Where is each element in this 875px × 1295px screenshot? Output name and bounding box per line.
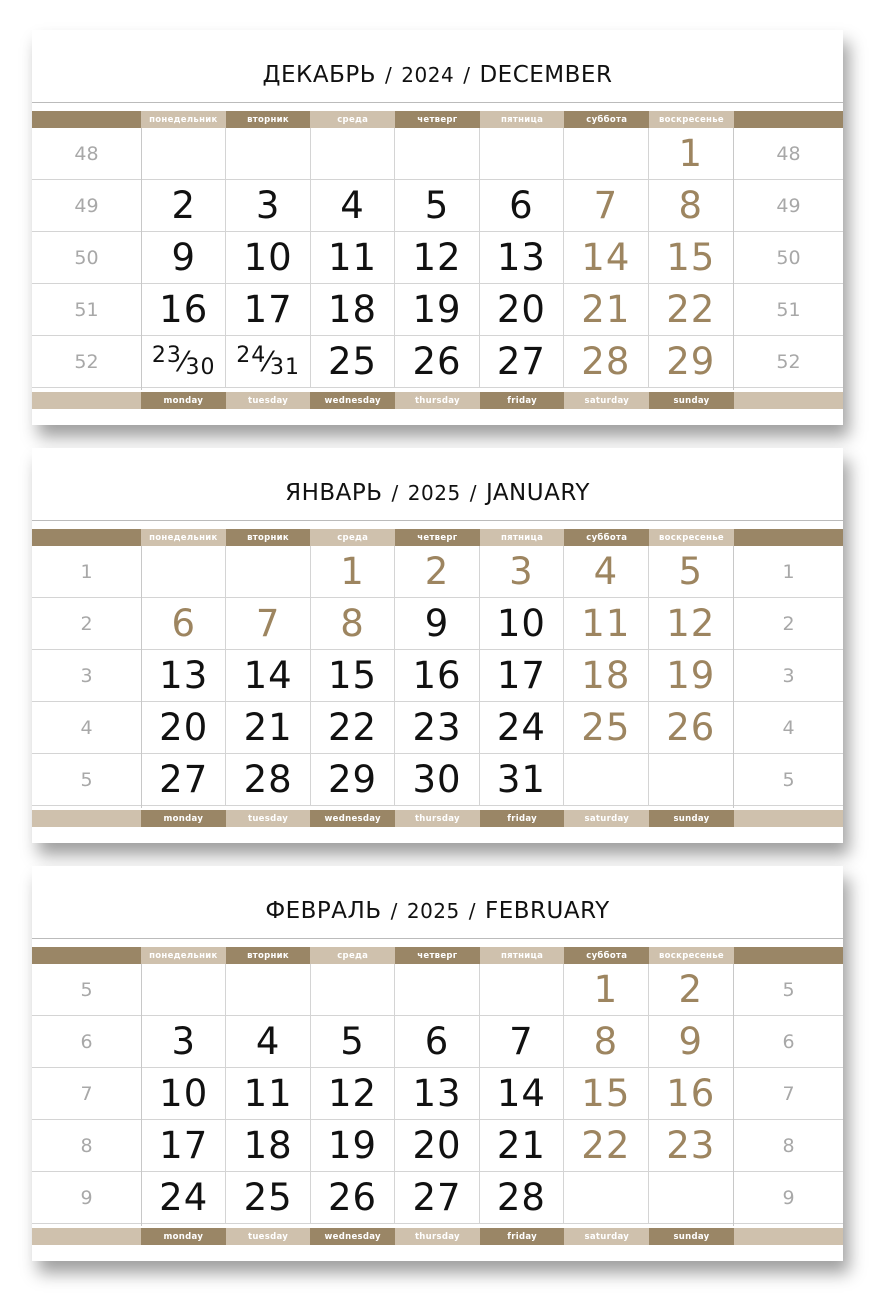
day-cell[interactable]: 12 <box>311 1068 395 1120</box>
day-cell[interactable]: 16 <box>649 1068 733 1120</box>
day-cell <box>226 964 310 1016</box>
week-number: 48 <box>32 128 141 180</box>
weekday-label-ru: воскресенье <box>649 111 734 128</box>
weekday-header-ru <box>32 111 843 128</box>
week-number: 48 <box>734 128 843 180</box>
day-cell <box>480 128 564 180</box>
day-cell[interactable]: 10 <box>226 232 310 284</box>
separator: / <box>468 899 477 923</box>
weekday-header-ru <box>32 529 843 546</box>
week-number: 3 <box>734 650 843 702</box>
day-cell[interactable]: 21 <box>226 702 310 754</box>
band-spacer <box>32 810 141 827</box>
day-cell[interactable]: 31 <box>480 754 564 806</box>
day-cell <box>564 754 648 806</box>
weekday-label-en: sunday <box>649 1228 734 1245</box>
separator: / <box>463 63 471 87</box>
day-cell <box>395 964 479 1016</box>
weekday-label-ru: суббота <box>564 947 649 964</box>
divider <box>32 102 843 103</box>
week-number: 6 <box>734 1016 843 1068</box>
day-cell[interactable]: 1 <box>564 964 648 1016</box>
week-number: 7 <box>734 1068 843 1120</box>
day-cell[interactable]: 10 <box>142 1068 226 1120</box>
day-cell[interactable]: 12 <box>649 598 733 650</box>
day-cell[interactable]: 17 <box>142 1120 226 1172</box>
separator: / <box>385 63 393 87</box>
day-cell[interactable]: 11 <box>564 598 648 650</box>
day-cell[interactable]: 22 <box>564 1120 648 1172</box>
weekday-label-ru: суббота <box>564 111 649 128</box>
weekday-header-ru <box>32 947 843 964</box>
day-cell <box>480 964 564 1016</box>
day-cell[interactable]: 28 <box>480 1172 564 1224</box>
band-spacer <box>734 947 843 964</box>
weekday-label-en: wednesday <box>310 810 395 827</box>
weekday-footer-en <box>32 1228 843 1245</box>
month-panel <box>32 30 843 425</box>
day-cell[interactable]: 17 <box>480 650 564 702</box>
weekday-label-ru: понедельник <box>141 111 226 128</box>
day-cell[interactable]: 14 <box>480 1068 564 1120</box>
weekday-label-en: sunday <box>649 392 734 409</box>
weekday-label-en: sunday <box>649 810 734 827</box>
weekday-label-ru: воскресенье <box>649 529 734 546</box>
weekday-label-en: wednesday <box>310 1228 395 1245</box>
day-cell[interactable]: 9 <box>395 598 479 650</box>
day-cell[interactable]: 5 <box>311 1016 395 1068</box>
day-cell[interactable]: 3 <box>480 546 564 598</box>
month-name-en: FEBRUARY <box>485 898 610 924</box>
weekday-label-ru: вторник <box>226 111 311 128</box>
weekday-label-en: friday <box>480 392 565 409</box>
week-number: 9 <box>734 1172 843 1224</box>
weekday-label-ru: суббота <box>564 529 649 546</box>
day-cell <box>395 128 479 180</box>
weekday-label-en: monday <box>141 1228 226 1245</box>
band-spacer <box>32 1228 141 1245</box>
day-cell <box>564 1172 648 1224</box>
day-cell[interactable]: 29 <box>649 336 733 388</box>
week-number: 5 <box>32 964 141 1016</box>
weekday-label-ru: вторник <box>226 529 311 546</box>
week-numbers-right <box>734 546 843 808</box>
day-cell[interactable]: 16 <box>142 284 226 336</box>
weekday-label-en: thursday <box>395 810 480 827</box>
day-cell <box>226 546 310 598</box>
days-grid <box>141 964 734 1226</box>
weekday-label-en: monday <box>141 392 226 409</box>
week-number: 3 <box>32 650 141 702</box>
day-cell[interactable]: 6 <box>480 180 564 232</box>
weekday-label-en: saturday <box>564 1228 649 1245</box>
week-number: 49 <box>32 180 141 232</box>
day-cell[interactable]: 5 <box>395 180 479 232</box>
day-cell[interactable]: 6 <box>395 1016 479 1068</box>
day-cell <box>142 546 226 598</box>
days-grid <box>141 546 734 808</box>
month-grid <box>32 128 843 390</box>
week-number: 8 <box>32 1120 141 1172</box>
weekday-label-en: wednesday <box>310 392 395 409</box>
month-year: 2024 <box>401 63 455 87</box>
day-cell[interactable]: 1 <box>649 128 733 180</box>
day-cell[interactable]: 26 <box>311 1172 395 1224</box>
weekday-label-ru: четверг <box>395 111 480 128</box>
band-spacer <box>734 810 843 827</box>
day-cell[interactable]: 20 <box>395 1120 479 1172</box>
day-cell[interactable]: 30 <box>395 754 479 806</box>
separator: / <box>469 481 477 505</box>
week-number: 5 <box>734 964 843 1016</box>
month-panel <box>32 448 843 843</box>
month-title <box>32 62 843 96</box>
weekday-label-en: monday <box>141 810 226 827</box>
month-year: 2025 <box>407 481 461 505</box>
day-cell[interactable]: 27 <box>480 336 564 388</box>
week-number: 51 <box>734 284 843 336</box>
day-cell[interactable]: 15 <box>311 650 395 702</box>
day-number: 23 <box>151 343 182 368</box>
day-cell[interactable]: 24 <box>480 702 564 754</box>
days-grid <box>141 128 734 390</box>
day-cell <box>142 964 226 1016</box>
slash: ⁄ <box>180 345 187 378</box>
week-numbers-left <box>32 128 141 390</box>
day-cell <box>226 128 310 180</box>
band-spacer <box>32 947 141 964</box>
week-number: 52 <box>734 336 843 388</box>
day-cell[interactable]: 7 <box>564 180 648 232</box>
weekday-label-ru: среда <box>310 529 395 546</box>
day-cell[interactable]: 18 <box>226 1120 310 1172</box>
weekday-label-ru: воскресенье <box>649 947 734 964</box>
month-grid <box>32 964 843 1226</box>
day-cell[interactable] <box>142 336 226 388</box>
day-cell[interactable] <box>226 336 310 388</box>
weekday-footer-en <box>32 810 843 827</box>
month-title <box>32 480 843 514</box>
day-cell[interactable]: 18 <box>311 284 395 336</box>
band-spacer <box>734 1228 843 1245</box>
week-numbers-left <box>32 964 141 1226</box>
month-panel <box>32 866 843 1261</box>
week-number: 8 <box>734 1120 843 1172</box>
day-cell[interactable]: 15 <box>564 1068 648 1120</box>
week-number: 1 <box>734 546 843 598</box>
week-number: 5 <box>32 754 141 806</box>
weekday-label-ru: вторник <box>226 947 311 964</box>
day-cell[interactable]: 19 <box>311 1120 395 1172</box>
week-number: 50 <box>734 232 843 284</box>
band-spacer <box>734 529 843 546</box>
weekday-label-en: saturday <box>564 392 649 409</box>
day-cell <box>142 128 226 180</box>
month-year: 2025 <box>406 899 460 923</box>
day-cell[interactable]: 17 <box>226 284 310 336</box>
day-cell[interactable]: 11 <box>226 1068 310 1120</box>
month-name-ru: ЯНВАРЬ <box>285 480 383 506</box>
day-cell[interactable]: 22 <box>311 702 395 754</box>
day-cell[interactable]: 21 <box>564 284 648 336</box>
day-cell[interactable]: 26 <box>395 336 479 388</box>
weekday-label-en: saturday <box>564 810 649 827</box>
day-cell <box>311 128 395 180</box>
day-cell[interactable]: 25 <box>311 336 395 388</box>
day-cell[interactable]: 3 <box>226 180 310 232</box>
day-cell[interactable]: 8 <box>564 1016 648 1068</box>
day-cell[interactable]: 2 <box>649 964 733 1016</box>
weekday-label-en: friday <box>480 810 565 827</box>
weekday-label-en: tuesday <box>226 810 311 827</box>
separator: / <box>390 899 398 923</box>
weekday-label-ru: понедельник <box>141 947 226 964</box>
weekday-label-ru: понедельник <box>141 529 226 546</box>
day-cell[interactable]: 28 <box>226 754 310 806</box>
week-number: 9 <box>32 1172 141 1224</box>
month-title <box>32 898 843 932</box>
week-number: 50 <box>32 232 141 284</box>
week-number: 49 <box>734 180 843 232</box>
week-number: 2 <box>734 598 843 650</box>
month-name-ru: ФЕВРАЛЬ <box>265 898 382 924</box>
day-cell[interactable]: 25 <box>564 702 648 754</box>
day-cell[interactable]: 23 <box>649 1120 733 1172</box>
day-cell[interactable]: 27 <box>395 1172 479 1224</box>
weekday-label-ru: пятница <box>480 529 565 546</box>
day-cell[interactable]: 26 <box>649 702 733 754</box>
month-grid <box>32 546 843 808</box>
weekday-label-en: thursday <box>395 1228 480 1245</box>
day-cell <box>564 128 648 180</box>
day-cell[interactable]: 13 <box>142 650 226 702</box>
week-number: 6 <box>32 1016 141 1068</box>
week-number: 51 <box>32 284 141 336</box>
band-spacer <box>32 392 141 409</box>
day-cell[interactable]: 13 <box>395 1068 479 1120</box>
day-cell[interactable]: 10 <box>480 598 564 650</box>
weekday-label-en: thursday <box>395 392 480 409</box>
week-numbers-left <box>32 546 141 808</box>
day-cell[interactable]: 27 <box>142 754 226 806</box>
day-cell[interactable]: 4 <box>226 1016 310 1068</box>
week-number: 4 <box>32 702 141 754</box>
day-cell[interactable]: 20 <box>480 284 564 336</box>
day-cell[interactable]: 19 <box>649 650 733 702</box>
week-number: 7 <box>32 1068 141 1120</box>
week-number: 1 <box>32 546 141 598</box>
weekday-footer-en <box>32 392 843 409</box>
week-number: 52 <box>32 336 141 388</box>
day-cell[interactable]: 7 <box>480 1016 564 1068</box>
day-cell[interactable]: 3 <box>142 1016 226 1068</box>
day-cell[interactable]: 8 <box>649 180 733 232</box>
week-numbers-right <box>734 128 843 390</box>
band-spacer <box>734 111 843 128</box>
day-cell[interactable]: 12 <box>395 232 479 284</box>
day-cell[interactable]: 4 <box>564 546 648 598</box>
day-cell[interactable]: 4 <box>311 180 395 232</box>
day-cell[interactable]: 16 <box>395 650 479 702</box>
day-cell[interactable]: 29 <box>311 754 395 806</box>
day-cell[interactable]: 20 <box>142 702 226 754</box>
day-cell[interactable]: 2 <box>142 180 226 232</box>
day-cell[interactable]: 24 <box>142 1172 226 1224</box>
day-cell[interactable]: 2 <box>395 546 479 598</box>
weekday-label-ru: среда <box>310 947 395 964</box>
weekday-label-ru: четверг <box>395 947 480 964</box>
day-cell <box>649 1172 733 1224</box>
weekday-label-en: friday <box>480 1228 565 1245</box>
day-cell[interactable]: 8 <box>311 598 395 650</box>
slash: ⁄ <box>265 345 271 378</box>
day-cell[interactable]: 23 <box>395 702 479 754</box>
week-number: 2 <box>32 598 141 650</box>
weekday-label-ru: пятница <box>480 111 565 128</box>
day-cell <box>311 964 395 1016</box>
divider <box>32 938 843 939</box>
day-cell[interactable]: 9 <box>142 232 226 284</box>
day-number: 30 <box>185 355 216 380</box>
day-cell[interactable]: 28 <box>564 336 648 388</box>
day-cell[interactable]: 18 <box>564 650 648 702</box>
weekday-label-ru: четверг <box>395 529 480 546</box>
day-cell[interactable]: 9 <box>649 1016 733 1068</box>
day-cell[interactable]: 15 <box>649 232 733 284</box>
weekday-label-en: tuesday <box>226 392 311 409</box>
day-cell[interactable]: 11 <box>311 232 395 284</box>
band-spacer <box>32 111 141 128</box>
week-number: 4 <box>734 702 843 754</box>
weekday-label-ru: среда <box>310 111 395 128</box>
week-number: 5 <box>734 754 843 806</box>
day-cell[interactable]: 14 <box>226 650 310 702</box>
day-number: 24 <box>236 343 267 368</box>
weekday-label-ru: пятница <box>480 947 565 964</box>
day-cell[interactable]: 21 <box>480 1120 564 1172</box>
month-name-ru: ДЕКАБРЬ <box>262 62 377 88</box>
day-number: 31 <box>269 355 300 380</box>
separator: / <box>391 481 399 505</box>
month-name-en: JANUARY <box>485 480 590 506</box>
divider <box>32 520 843 521</box>
day-cell[interactable]: 14 <box>564 232 648 284</box>
month-name-en: DECEMBER <box>479 62 613 88</box>
day-cell[interactable]: 6 <box>142 598 226 650</box>
day-cell[interactable]: 19 <box>395 284 479 336</box>
day-cell[interactable]: 13 <box>480 232 564 284</box>
day-cell[interactable]: 5 <box>649 546 733 598</box>
day-cell[interactable]: 7 <box>226 598 310 650</box>
day-cell <box>649 754 733 806</box>
band-spacer <box>32 529 141 546</box>
week-numbers-right <box>734 964 843 1226</box>
weekday-label-en: tuesday <box>226 1228 311 1245</box>
day-cell[interactable]: 22 <box>649 284 733 336</box>
day-cell[interactable]: 1 <box>311 546 395 598</box>
day-cell[interactable]: 25 <box>226 1172 310 1224</box>
band-spacer <box>734 392 843 409</box>
